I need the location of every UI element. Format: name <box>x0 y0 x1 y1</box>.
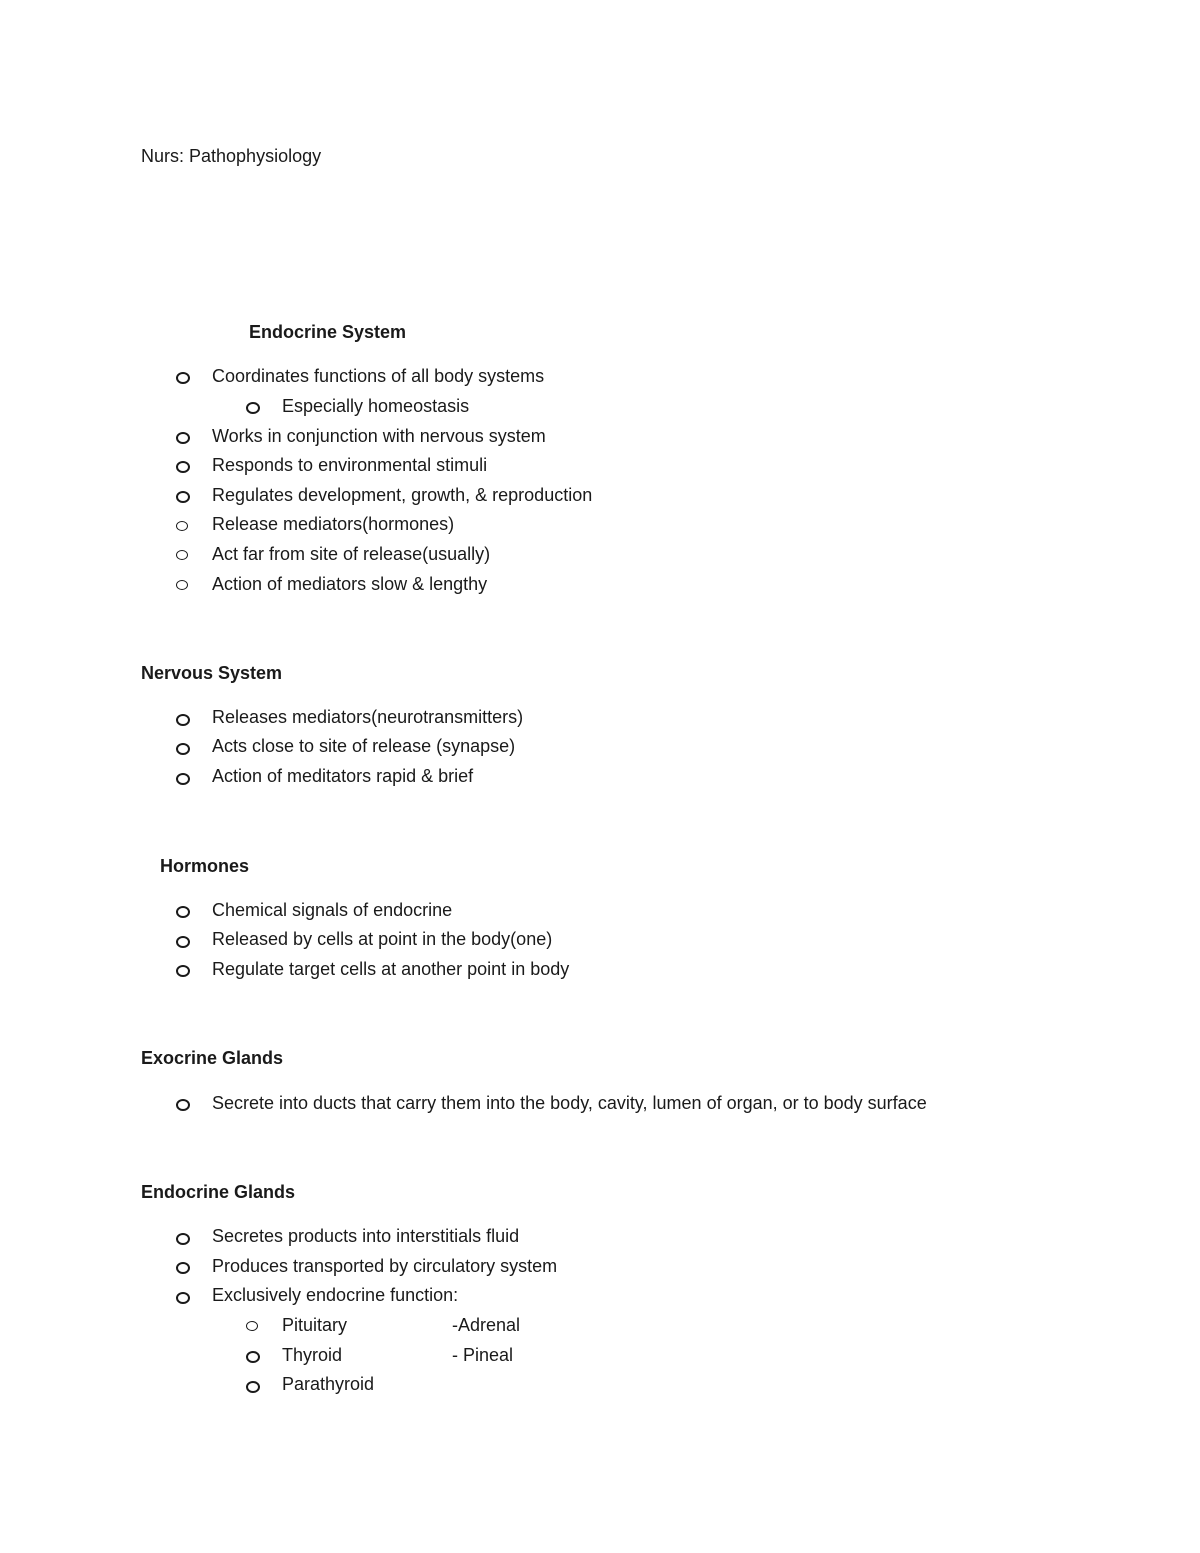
bullet-icon <box>176 521 188 531</box>
list-item: Works in conjunction with nervous system <box>212 426 546 446</box>
gland-item-adrenal: -Adrenal <box>452 1315 521 1335</box>
bullet-icon <box>176 714 190 726</box>
list-item: Secretes products into interstitials fluid <box>212 1226 520 1246</box>
heading-exocrine-glands: Exocrine Glands <box>141 1048 284 1068</box>
bullet-icon <box>176 1262 190 1274</box>
gland-item-parathyroid: Parathyroid <box>282 1374 375 1394</box>
bullet-icon <box>246 1381 260 1393</box>
bullet-icon <box>176 773 190 785</box>
heading-endocrine-system: Endocrine System <box>249 322 407 342</box>
bullet-icon <box>246 1351 260 1363</box>
bullet-icon <box>176 743 190 755</box>
list-item: Regulates development, growth, & reproduction <box>212 485 593 505</box>
bullet-icon <box>176 580 188 590</box>
bullet-icon <box>176 372 190 384</box>
gland-item-pineal: - Pineal <box>452 1345 514 1365</box>
list-item: Exclusively endocrine function: <box>212 1285 459 1305</box>
bullet-icon <box>176 432 190 444</box>
bullet-icon <box>176 1292 190 1304</box>
list-item: Released by cells at point in the body(one) <box>212 929 553 949</box>
gland-item-thyroid: Thyroid <box>282 1345 343 1365</box>
list-item: Releases mediators(neurotransmitters) <box>212 707 524 727</box>
bullet-icon <box>176 461 190 473</box>
bullet-icon <box>246 402 260 414</box>
bullet-icon <box>176 936 190 948</box>
list-item: Secrete into ducts that carry them into the body, cavity, lumen of organ, or to body surface <box>212 1093 927 1113</box>
list-item: Acts close to site of release (synapse) <box>212 736 516 756</box>
list-item: Chemical signals of endocrine <box>212 900 453 920</box>
gland-item-pituitary: Pituitary <box>282 1315 348 1335</box>
list-item: Regulate target cells at another point in body <box>212 959 570 979</box>
bullet-icon <box>176 550 188 560</box>
list-item: Release mediators(hormones) <box>212 514 455 534</box>
list-item: Action of meditators rapid & brief <box>212 766 474 786</box>
heading-hormones: Hormones <box>160 856 250 876</box>
heading-nervous-system: Nervous System <box>141 663 283 683</box>
list-item: Especially homeostasis <box>282 396 470 416</box>
list-item: Responds to environmental stimuli <box>212 455 488 475</box>
bullet-icon <box>176 1099 190 1111</box>
list-item: Action of mediators slow & lengthy <box>212 574 488 594</box>
course-title: Nurs: Pathophysiology <box>141 146 322 166</box>
list-item: Act far from site of release(usually) <box>212 544 491 564</box>
heading-endocrine-glands: Endocrine Glands <box>141 1182 296 1202</box>
list-item: Produces transported by circulatory system <box>212 1256 558 1276</box>
bullet-icon <box>176 491 190 503</box>
bullet-icon <box>176 1233 190 1245</box>
bullet-icon <box>246 1321 258 1331</box>
list-item: Coordinates functions of all body systems <box>212 366 545 386</box>
bullet-icon <box>176 965 190 977</box>
bullet-icon <box>176 906 190 918</box>
